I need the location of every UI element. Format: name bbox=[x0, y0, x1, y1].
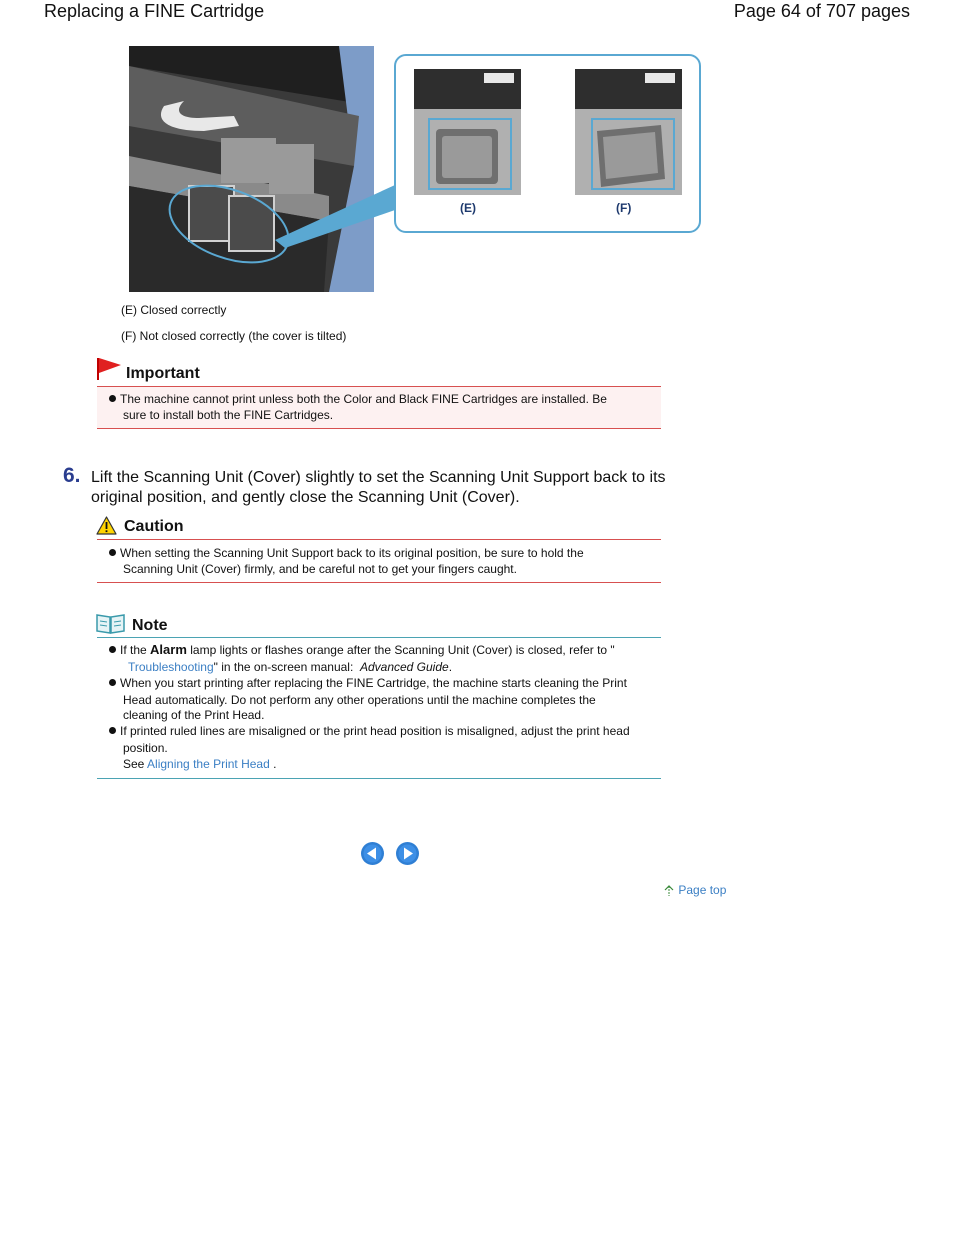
note-item3-line3: See Aligning the Print Head . bbox=[123, 757, 277, 771]
caution-title: Caution bbox=[124, 518, 184, 535]
note-item3-line2: position. bbox=[123, 741, 168, 755]
bullet-icon bbox=[109, 727, 116, 734]
warning-triangle-icon bbox=[96, 516, 117, 535]
open-book-icon bbox=[96, 612, 125, 634]
note-item2-line1: When you start printing after replacing the FINE Cartridge, the machine starts cleaning the Print bbox=[109, 675, 627, 691]
step-text-line2: original position, and gently close the Scanning Unit (Cover). bbox=[91, 489, 520, 506]
caution-item-line1: When setting the Scanning Unit Support back to its original position, be sure to hold the bbox=[109, 545, 584, 561]
troubleshooting-link[interactable]: Troubleshooting bbox=[128, 660, 214, 674]
label-f: (F) bbox=[616, 201, 632, 215]
printer-interior-illustration bbox=[129, 46, 374, 292]
bullet-icon bbox=[109, 395, 116, 402]
caption-f: (F) Not closed correctly (the cover is tilted) bbox=[121, 329, 347, 343]
next-page-button[interactable] bbox=[396, 842, 419, 865]
arrow-up-icon bbox=[663, 883, 675, 897]
bullet-icon bbox=[109, 646, 116, 653]
page-counter: Page 64 of 707 pages bbox=[733, 1, 910, 21]
caption-e: (E) Closed correctly bbox=[121, 303, 227, 317]
note-box bbox=[97, 637, 661, 779]
document-title: Replacing a FINE Cartridge bbox=[44, 1, 265, 21]
note-item1-line2: Troubleshooting" in the on-screen manual: Advanced Guide. bbox=[128, 660, 453, 674]
page-top-link[interactable]: Page top bbox=[663, 883, 726, 897]
aligning-print-head-link[interactable]: Aligning the Print Head bbox=[147, 757, 270, 771]
important-box bbox=[97, 386, 661, 429]
step-number: 6. bbox=[63, 464, 81, 487]
arrow-left-circle-icon bbox=[361, 842, 384, 865]
caution-item-line2: Scanning Unit (Cover) firmly, and be careful not to get your fingers caught. bbox=[123, 562, 517, 576]
bullet-icon bbox=[109, 679, 116, 686]
callout-connector bbox=[240, 180, 400, 250]
arrow-right-circle-icon bbox=[396, 842, 419, 865]
alarm-lamp-label: Alarm bbox=[150, 642, 187, 657]
cartridge-tilted-image bbox=[575, 69, 682, 195]
important-title: Important bbox=[126, 365, 200, 382]
step-text-line1: Lift the Scanning Unit (Cover) slightly to set the Scanning Unit Support back to its bbox=[91, 469, 666, 486]
note-item2-line3: cleaning of the Print Head. bbox=[123, 708, 265, 722]
bullet-icon bbox=[109, 549, 116, 556]
label-e: (E) bbox=[460, 201, 476, 215]
cartridge-closed-image bbox=[414, 69, 521, 195]
note-item2-line2: Head automatically. Do not perform any other operations until the machine completes the bbox=[123, 693, 596, 707]
note-title: Note bbox=[132, 617, 168, 634]
important-item-line1: The machine cannot print unless both the Color and Black FINE Cartridges are installed. Be bbox=[109, 391, 607, 407]
callout-box bbox=[394, 54, 701, 233]
advanced-guide-label: Advanced Guide bbox=[359, 660, 449, 674]
note-item3-line1: If printed ruled lines are misaligned or the print head position is misaligned, adjust the print head bbox=[109, 723, 630, 739]
step-text bbox=[91, 468, 731, 508]
note-item1-line1: If the Alarm lamp lights or flashes orange after the Scanning Unit (Cover) is closed, refer to " bbox=[109, 642, 615, 658]
previous-page-button[interactable] bbox=[361, 842, 384, 865]
red-flag-icon bbox=[96, 357, 122, 381]
important-item-line2: sure to install both the FINE Cartridges. bbox=[123, 408, 334, 422]
caution-box bbox=[97, 539, 661, 583]
printer-photo bbox=[129, 46, 374, 292]
